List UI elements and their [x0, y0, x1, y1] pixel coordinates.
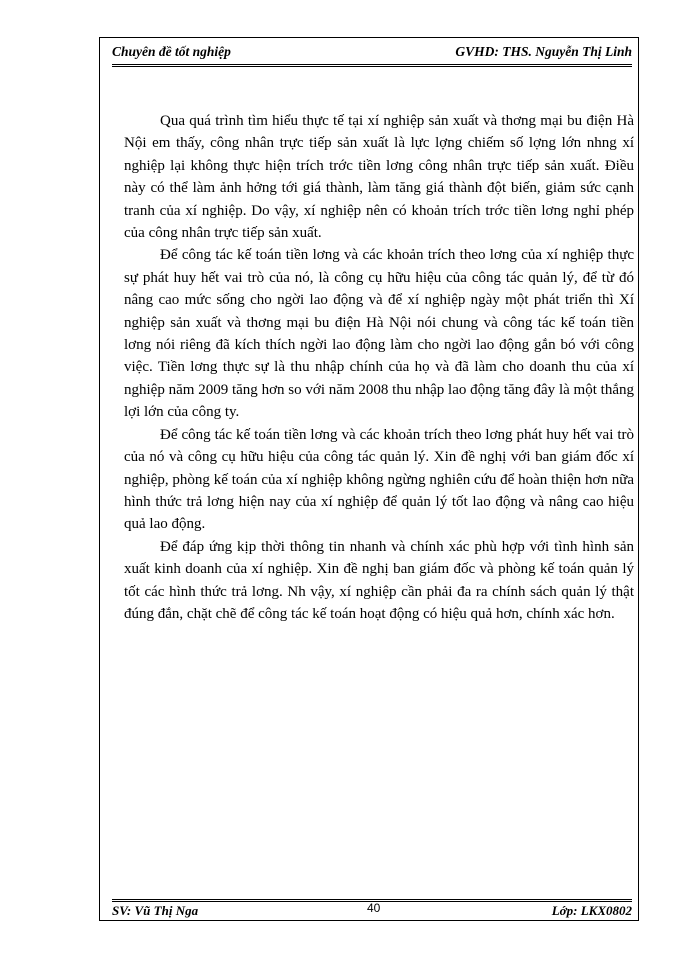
page-header: [112, 44, 632, 64]
paragraph-4: Để đáp ứng kịp thời thông tin nhanh và chính xác phù hợp với tình hình sản xuất kinh doanh của xí nghiệp. Xin đề nghị ban giám đốc và phòng kế toán quản lý tốt các hình thức trả lơng. Nh vậy, xí nghiệp cần phải đa ra chính sách quản lý thật đúng đắn, chặt chẽ để công tác kế toán hoạt động có hiệu quả hơn, chính xác hơn.: [124, 538, 634, 622]
paragraph-3: Để công tác kế toán tiền lơng và các khoản trích theo lơng phát huy hết vai trò của nó và công cụ hữu hiệu của công tác quản lý. Xin đề nghị với ban giám đốc xí nghiệp, phòng kế toán của xí nghiệp không ngừng nghiên cứu để hoàn thiện hơn nữa hình thức trả lơng hiện nay của xí nghiệp để quản lý tốt lao động và nâng cao hiệu quả lao động.: [124, 426, 634, 533]
footer-class: Lớp: LKX0802: [551, 903, 632, 918]
document-body: [124, 110, 634, 625]
paragraph-1: Qua quá trình tìm hiểu thực tế tại xí nghiệp sản xuất và thơng mại bu điện Hà Nội em thấy, công nhân trực tiếp sản xuất là lực lợng chiếm số lợng lớn nhng xí nghiệp lại không thực hiện trích trớc tiền lơng công nhân trực tiếp sản xuất. Điều này có thể làm ảnh hởng tới giá thành, làm tăng giá thành đột biến, giảm sức cạnh tranh của xí nghiệp. Do vậy, xí nghiệp nên có khoản trích trớc tiền lơng nghỉ phép của công nhân trực tiếp sản xuất.: [124, 113, 634, 242]
paragraph-2: Để công tác kế toán tiền lơng và các khoản trích theo lơng của xí nghiệp thực sự phát huy hết vai trò của nó, là công cụ hữu hiệu của công tác quản lý, để từ đó nâng cao mức sống cho ngời lao động và để xí nghiệp ngày một phát triển thì Xí nghiệp sản xuất và thơng mại bu điện Hà Nội nói chung và công tác kế toán tiền lơng nói riêng đã kích thích ngời lao động làm cho ngời lao động gắn bó với công việc. Tiền lơng thực sự là thu nhập chính của họ và đã làm cho doanh thu của xí nghiệp năm 2009 tăng hơn so với năm 2008 thu nhập lao động tăng đây là một thắng lợi lớn của công ty.: [124, 247, 634, 421]
page-footer: [112, 903, 632, 921]
page-number: 40: [367, 901, 381, 915]
footer-student: SV: Vũ Thị Nga: [112, 903, 199, 918]
header-rule: [112, 64, 632, 67]
header-title: Chuyên đề tốt nghiệp: [112, 44, 231, 59]
header-advisor: GVHD: THS. Nguyễn Thị Linh: [455, 44, 632, 59]
